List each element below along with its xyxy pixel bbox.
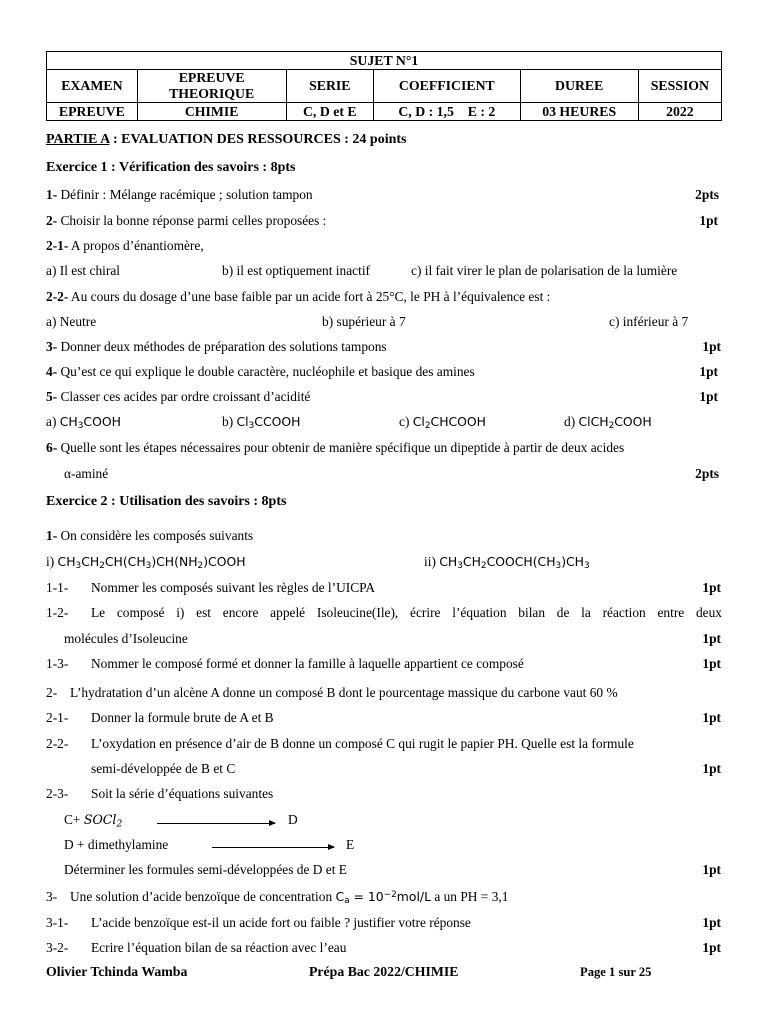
acid-option-a: a) $CH_3COOH$ [46,414,121,432]
header-value: 03 HEURES [520,103,638,121]
sub-question-number: 1-3- [46,656,69,671]
formula: $CH_3CH_2CH(CH_3)CH(NH_2)COOH$ [57,554,246,572]
sub-question-text: Ecrire l’équation bilan de sa réaction avec l’eau [91,940,347,955]
question-text: Quelle sont les étapes nécessaires pour obtenir de manière spécifique un dipeptide à partir de deux acides [57,440,625,455]
question-number: 1- [46,187,58,202]
equation-1-right: D [288,812,298,827]
question-text: Choisir la bonne réponse parmi celles proposées : [57,213,327,228]
formula: $CH_3COOH$ [59,414,121,432]
part-a-label: PARTIE A [46,132,110,147]
equation-1-left: C+ SOCl$_2$ [64,812,123,830]
sub-question-number: 3-1- [46,915,69,930]
sub-question-number: 1-2- [46,605,69,620]
points: 1pt [702,580,721,595]
sub-question-number: 2-1- [46,710,69,725]
option-c: c) il fait virer le plan de polarisation de la lumière [411,263,678,278]
acid-option-d: d) ClCH$_2$COOH [564,414,652,432]
question [46,289,550,305]
compound-i: i) $CH_3CH_2CH(CH_3)CH(NH_2)COOH$ [46,554,246,572]
header-cell: EXAMEN [47,70,138,103]
sub-question-number: 3-2- [46,940,69,955]
formula: $C_a = 10^{-2}mol/L$ [335,889,431,907]
footer-author: Olivier Tchinda Wamba [46,964,188,979]
question-continuation: α-aminé [64,466,109,481]
header-value: 2022 [638,103,721,121]
points: 2pts [695,187,719,202]
points: 1pt [702,915,721,930]
reaction-arrow [157,823,275,824]
acid-option-b: b) $Cl_3CCOOH$ [222,414,301,432]
question [46,528,253,544]
exam-header-table [46,51,722,121]
footer-title: Prépa Bac 2022/CHIMIE [309,964,459,979]
question-text: Classer ces acides par ordre croissant d’acidité [57,389,311,404]
header-cell: SERIE [286,70,374,103]
option-a: a) Il est chiral [46,263,120,278]
question-text: Donner deux méthodes de préparation des solutions tampons [57,339,387,354]
question-number: 2-2- [46,289,69,304]
subject-title: SUJET N°1 [47,52,722,70]
question [46,364,475,380]
header-value: C, D et E [286,103,374,121]
header-value: CHIMIE [137,103,286,121]
question-text: On considère les composés suivants [57,528,254,543]
option-a: a) Neutre [46,314,97,329]
formula: $Cl_3CCOOH$ [236,414,301,432]
points: 2pts [695,466,719,481]
exercise-2-title: Exercice 2 : Utilisation des savoirs : 8pts [46,494,287,509]
question-text: A propos d’énantiomère, [68,238,204,253]
question [46,238,204,254]
sub-question-continuation: molécules d’Isoleucine [64,631,188,646]
points: 1pt [699,364,718,379]
sub-question-number: 1-1- [46,580,69,595]
equation-2-right: E [346,837,355,852]
option-b: b) il est optiquement inactif [222,263,371,278]
header-cell: DUREE [520,70,638,103]
formula: $CH_3CH_2COOCH(CH_3)CH_3$ [439,554,590,572]
question-number: 2-1- [46,238,69,253]
points: 1pt [702,862,721,877]
sub-question-text: Le composé i) est encore appelé Isoleucine(Ile), écrire l’équation bilan de la réaction entre deux [91,605,722,620]
question [46,213,326,229]
sub-question-text: Nommer les composés suivant les règles de l’UICPA [91,580,376,595]
option-c: c) inférieur à 7 [609,314,689,329]
points: 1pt [702,940,721,955]
sub-question-continuation: semi-développée de B et C [91,761,236,776]
points: 1pt [702,631,721,646]
sub-question-text: Donner la formule brute de A et B [91,710,274,725]
points: 1pt [699,389,718,404]
question-number: 5- [46,389,58,404]
acid-option-c: c) $Cl_2CHCOOH$ [399,414,486,432]
formula: ClCH$_2$COOH [578,414,652,432]
question-number: 6- [46,440,58,455]
header-cell: COEFFICIENT [374,70,521,103]
question-number: 3- [46,339,58,354]
question [46,440,624,456]
formula: $Cl_2CHCOOH$ [412,414,486,432]
header-value: EPREUVE [47,103,138,121]
sub-question-number: 2-2- [46,736,69,751]
points: 1pt [702,656,721,671]
question-text: L’hydratation d’un alcène A donne un composé B dont le pourcentage massique du carbone vaut 60 % [70,685,618,700]
question-text: Définir : Mélange racémique ; solution tampon [57,187,313,202]
part-a-title: : EVALUATION DES RESSOURCES : 24 points [109,132,407,147]
question [46,187,313,203]
points: 1pt [702,710,721,725]
points: 1pt [699,213,718,228]
option-b: b) supérieur à 7 [322,314,406,329]
footer-page-number: Page 1 sur 25 [580,965,652,979]
sub-question-text: Déterminer les formules semi-développées de D et E [64,862,347,877]
question-text: Une solution d’acide benzoïque de concentration $C_a = 10^{-2}mol/L$ a un PH = 3,1 [70,889,509,907]
question-number: 2- [46,685,58,700]
question-text: Au cours du dosage d’une base faible par un acide fort à 25°C, le PH à l’équivalence est : [68,289,551,304]
points: 1pt [702,339,721,354]
question [46,339,387,355]
sub-question-text: L’oxydation en présence d’air de B donne un composé C qui rugit le papier PH. Quelle est la formule [91,736,634,751]
question [46,389,310,405]
compound-ii: ii) $CH_3CH_2COOCH(CH_3)CH_3$ [424,554,590,572]
exercise-1-title: Exercice 1 : Vérification des savoirs : 8pts [46,160,296,175]
header-cell: EPREUVE THEORIQUE [137,70,286,103]
points: 1pt [702,761,721,776]
sub-question-text: L’acide benzoïque est-il un acide fort ou faible ? justifier votre réponse [91,915,471,930]
sub-question-number: 2-3- [46,786,69,801]
question-number: 4- [46,364,58,379]
sub-question-text: Soit la série d’équations suivantes [91,786,274,801]
question-number: 3- [46,889,58,904]
formula: SOCl$_2$ [83,812,123,830]
sub-question-text: Nommer le composé formé et donner la famille à laquelle appartient ce composé [91,656,524,671]
question-number: 2- [46,213,58,228]
question-number: 1- [46,528,58,543]
part-a-heading [46,132,407,148]
header-cell: SESSION [638,70,721,103]
equation-2-left: D + dimethylamine [64,837,169,852]
reaction-arrow [212,847,334,848]
question-text: Qu’est ce qui explique le double caractère, nucléophile et basique des amines [57,364,475,379]
header-value: C, D : 1,5 E : 2 [374,103,521,121]
